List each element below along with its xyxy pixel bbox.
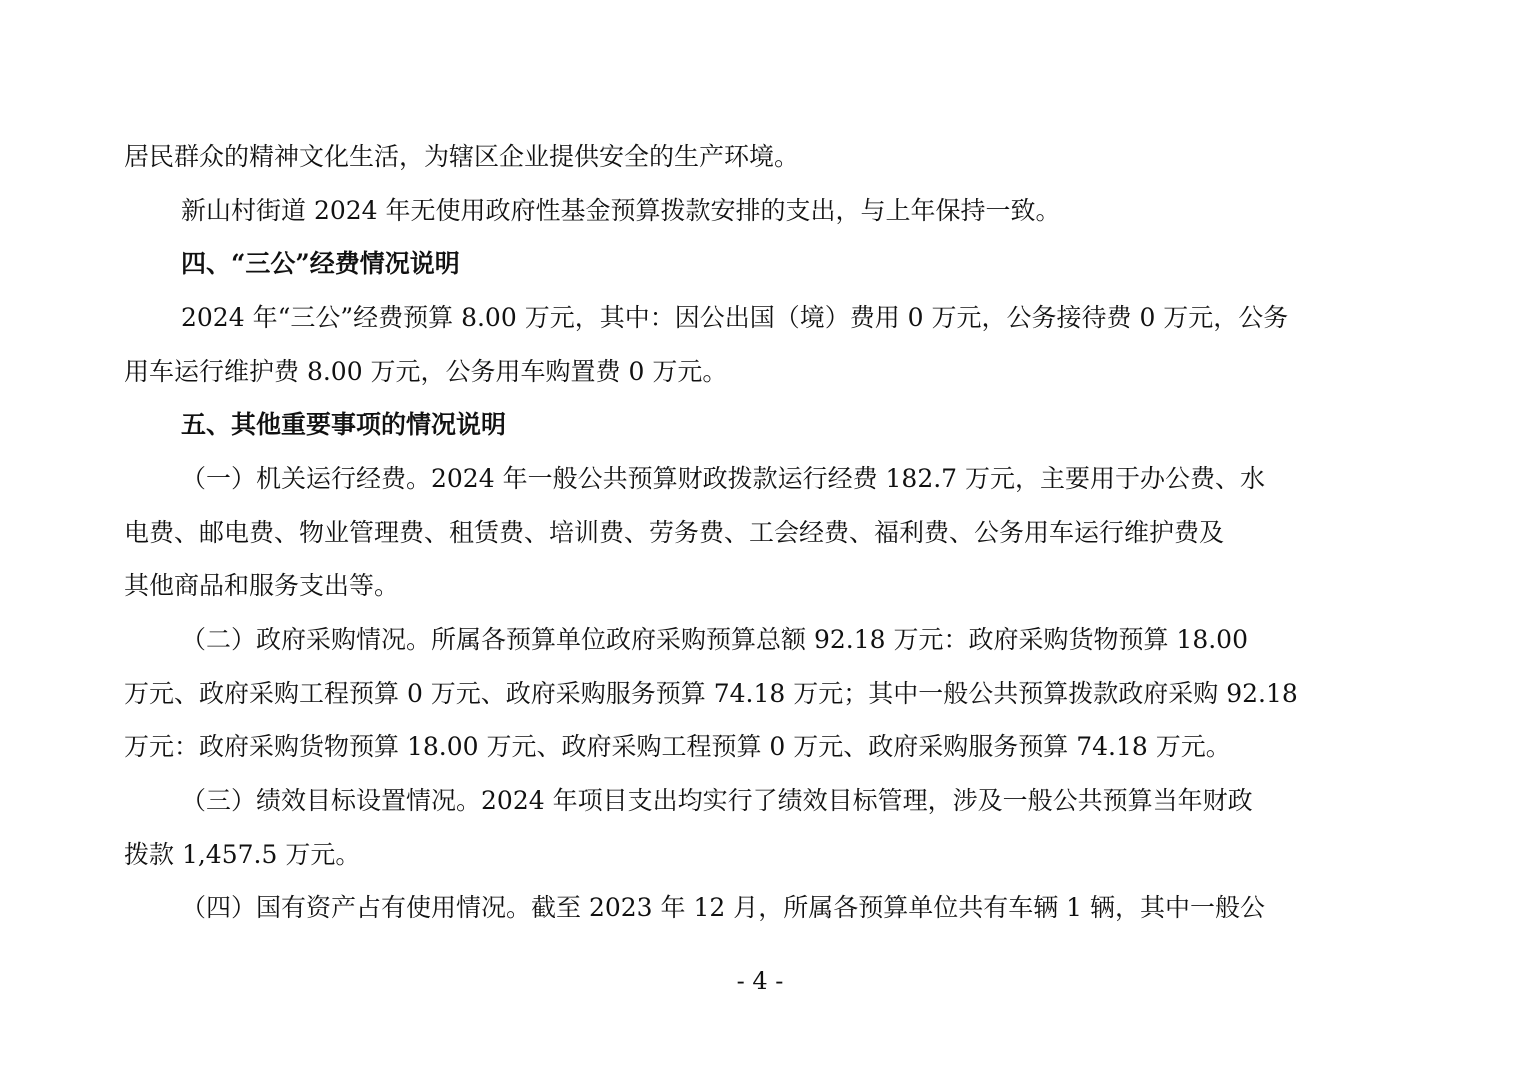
section-heading-four: 四、“三公”经费情况说明	[181, 249, 460, 278]
paragraph-line: 拨款 1,457.5 万元。	[124, 840, 361, 869]
paragraph-line: 万元、政府采购工程预算 0 万元、政府采购服务预算 74.18 万元；其中一般公共预算拨款政府采购 92.18	[124, 679, 1298, 708]
paragraph-line: 居民群众的精神文化生活，为辖区企业提供安全的生产环境。	[124, 142, 800, 171]
section-heading-five: 五、其他重要事项的情况说明	[181, 410, 507, 439]
page-number: - 4 -	[736, 967, 784, 995]
paragraph-line: 其他商品和服务支出等。	[124, 571, 400, 600]
paragraph-line: （二）政府采购情况。所属各预算单位政府采购预算总额 92.18 万元：政府采购货物预算 18.00	[181, 625, 1248, 654]
paragraph-line: 2024 年“三公”经费预算 8.00 万元，其中：因公出国（境）费用 0 万元，公务接待费 0 万元，公务	[181, 303, 1289, 332]
paragraph-line: （四）国有资产占有使用情况。截至 2023 年 12 月，所属各预算单位共有车辆 1 辆，其中一般公	[181, 893, 1266, 922]
paragraph-line: （三）绩效目标设置情况。2024 年项目支出均实行了绩效目标管理，涉及一般公共预算当年财政	[181, 786, 1253, 815]
paragraph-line: 用车运行维护费 8.00 万元，公务用车购置费 0 万元。	[124, 357, 728, 386]
paragraph-line: 新山村街道 2024 年无使用政府性基金预算拨款安排的支出，与上年保持一致。	[181, 196, 1061, 225]
paragraph-line: （一）机关运行经费。2024 年一般公共预算财政拨款运行经费 182.7 万元，主要用于办公费、水	[181, 464, 1266, 493]
paragraph-line: 电费、邮电费、物业管理费、租赁费、培训费、劳务费、工会经费、福利费、公务用车运行维护费及	[124, 518, 1225, 547]
paragraph-line: 万元：政府采购货物预算 18.00 万元、政府采购工程预算 0 万元、政府采购服务预算 74.18 万元。	[124, 732, 1231, 761]
